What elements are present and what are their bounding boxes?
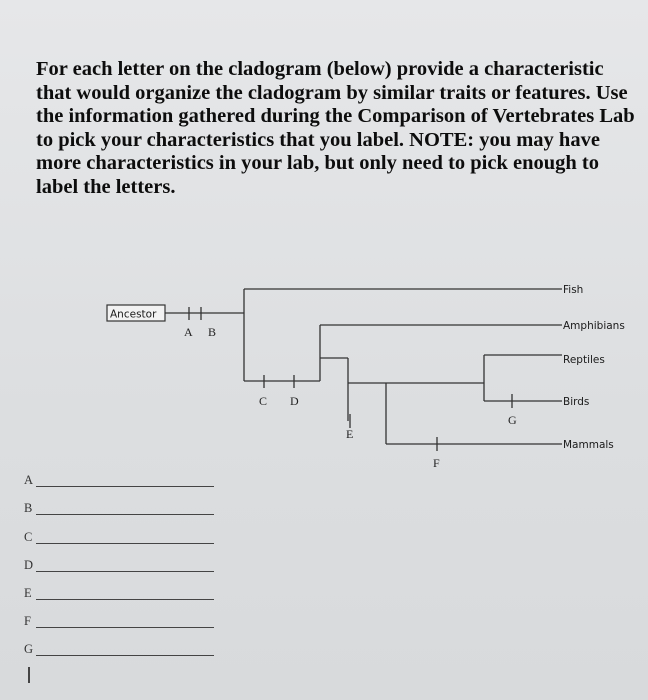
answer-lines [24,462,224,659]
answer-row-g[interactable] [24,631,224,659]
answer-label-e: E [24,585,32,600]
letter-e: E [346,427,354,441]
answer-blank-b[interactable] [36,514,214,515]
answer-row-a[interactable] [24,462,224,490]
answer-blank-d[interactable] [36,571,214,572]
answer-label-b: B [24,501,33,516]
answer-row-c[interactable] [24,518,224,546]
cladogram-branches [107,289,562,451]
taxon-mammals: Mammals [563,439,614,451]
answer-label-f: F [24,614,31,629]
answer-row-b[interactable] [24,490,224,518]
instructions-text: For each letter on the cladogram (below) provide a characteristic that would organize the cladogram by similar traits or features. Use the information gathered during the Comparison of Vertebrates Lab to pick your characteristics that you label. NOTE: you may have more characteristics in your lab, but only need to pick enough to label the letters. [36,58,635,198]
letter-a: A [184,325,193,339]
answer-blank-f[interactable] [36,627,214,628]
answer-blank-e[interactable] [36,599,214,600]
letter-b: B [208,325,217,339]
answer-label-c: C [24,529,33,544]
answer-blank-g[interactable] [36,655,214,656]
letter-c: C [259,394,268,408]
text-cursor [28,667,30,683]
answer-row-e[interactable] [24,575,224,603]
taxon-amphibians: Amphibians [563,320,625,332]
letter-f: F [433,456,440,470]
answer-label-d: D [24,557,34,572]
answer-label-g: G [24,642,34,657]
ancestor-label: Ancestor [110,308,157,321]
answer-row-f[interactable] [24,603,224,631]
letter-d: D [290,394,299,408]
answer-row-d[interactable] [24,547,224,575]
taxon-fish: Fish [563,284,584,296]
taxon-reptiles: Reptiles [563,354,605,366]
answer-blank-a[interactable] [36,486,214,487]
taxon-birds: Birds [563,396,590,408]
answer-label-a: A [24,473,34,488]
letter-g: G [508,413,517,427]
answer-blank-c[interactable] [36,543,214,544]
